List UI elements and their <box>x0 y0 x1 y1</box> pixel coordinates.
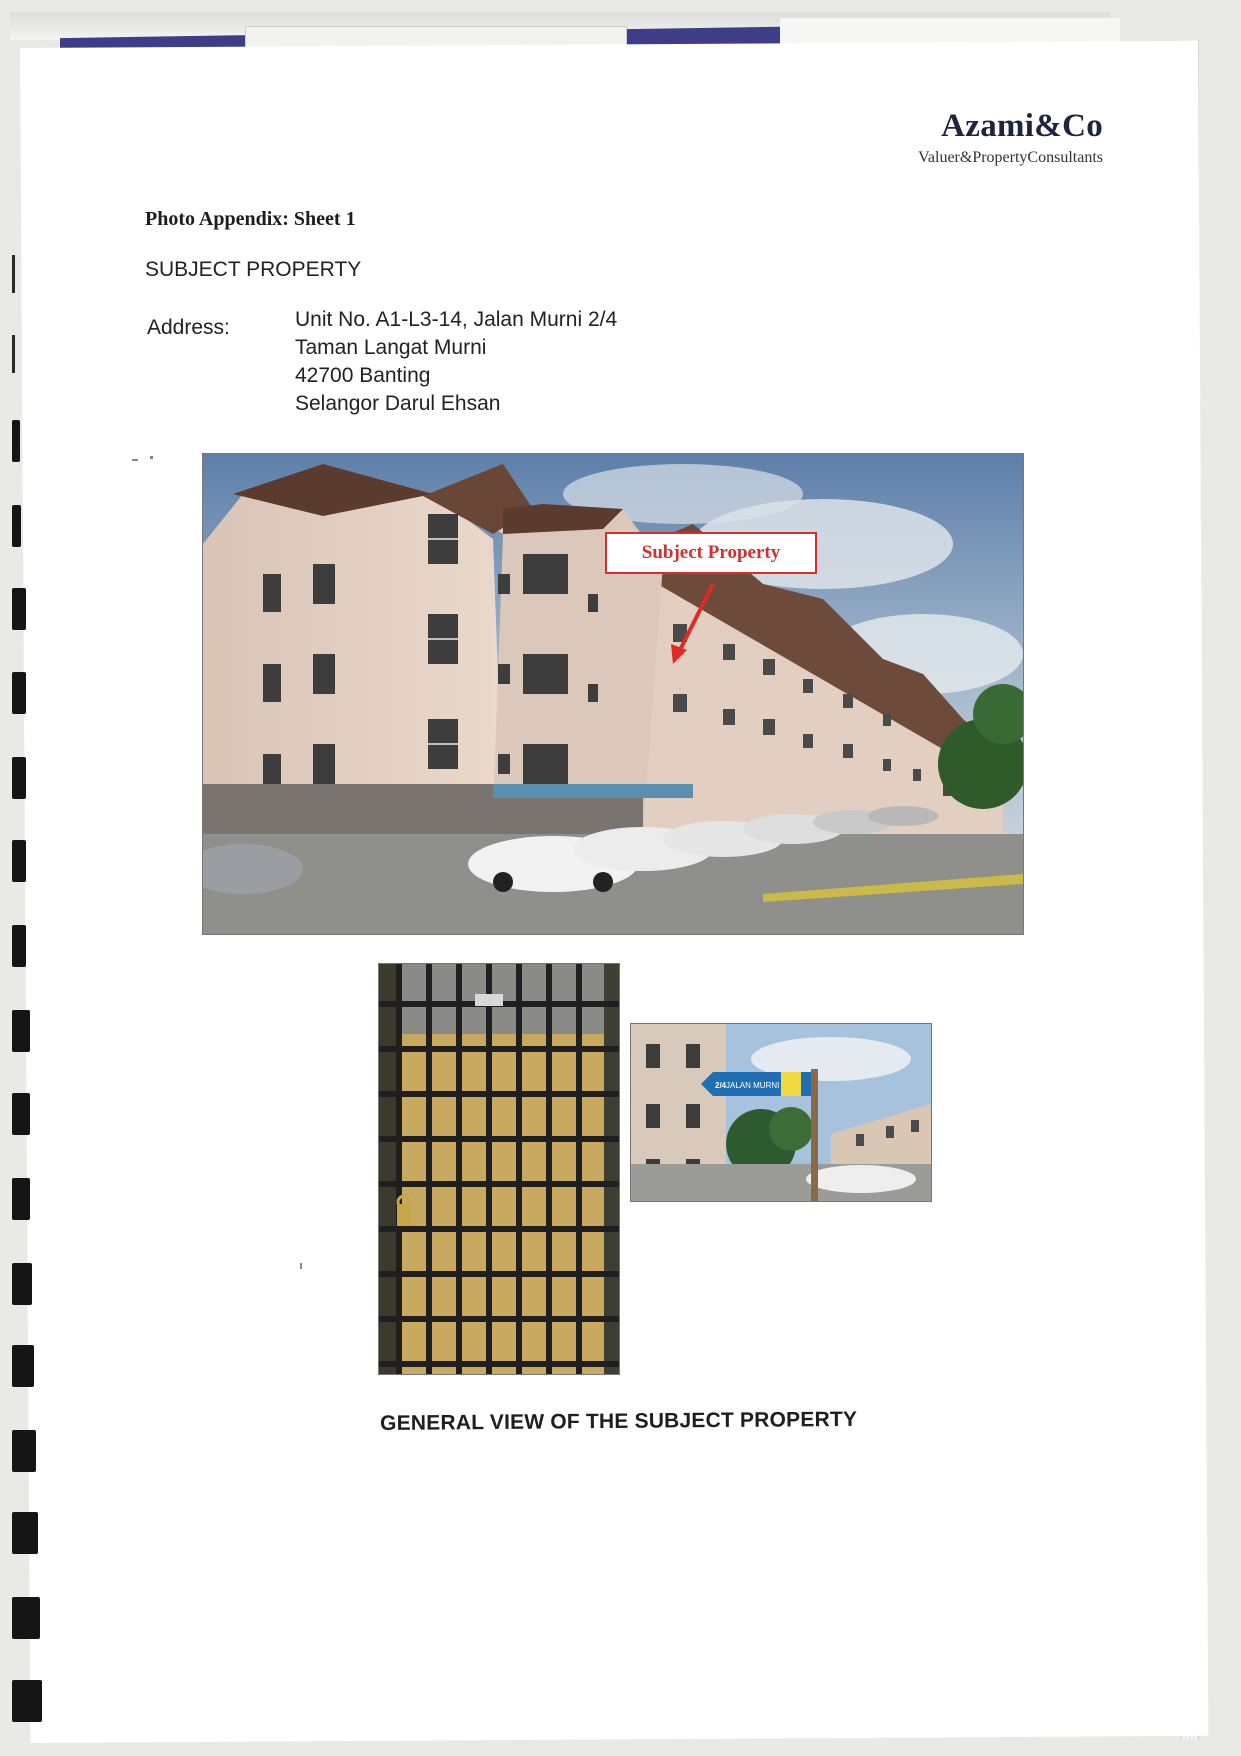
binding-hole <box>12 588 26 630</box>
binding-hole <box>12 420 20 462</box>
subject-property-callout: Subject Property <box>605 532 817 574</box>
binding-hole <box>12 1430 36 1472</box>
address-line: Taman Langat Murni <box>295 336 487 359</box>
binding-hole <box>12 255 15 293</box>
sign-text: JALAN MURNI <box>726 1081 780 1090</box>
binding-hole <box>12 925 26 967</box>
street-sign-photo <box>630 1023 932 1202</box>
scan-speck <box>132 459 138 461</box>
binding-hole <box>12 1345 34 1387</box>
binding-hole <box>12 1010 30 1052</box>
unit-gate-photo <box>378 963 620 1375</box>
main-building-photo <box>202 453 1024 935</box>
address-label: Address: <box>147 316 230 339</box>
binding-hole <box>12 757 26 799</box>
gate-illustration <box>379 964 619 1374</box>
address-line: 42700 Banting <box>295 364 431 387</box>
binding-hole <box>12 672 26 714</box>
photo-caption: GENERAL VIEW OF THE SUBJECT PROPERTY <box>380 1407 858 1435</box>
binding-hole <box>12 1093 30 1135</box>
binding-hole <box>12 1680 42 1722</box>
binding-hole <box>12 1178 30 1220</box>
address-block <box>295 306 617 418</box>
sign-number: 2/4 <box>715 1081 727 1090</box>
street-sign-illustration <box>631 1024 931 1201</box>
scan-speck <box>150 456 153 459</box>
binding-hole <box>12 1263 32 1305</box>
binding-hole <box>12 505 21 547</box>
building-illustration <box>203 454 1023 934</box>
binding-hole <box>12 1597 40 1639</box>
binding-hole <box>12 335 15 373</box>
firm-tagline: Valuer&PropertyConsultants <box>918 149 1103 166</box>
section-title: SUBJECT PROPERTY <box>145 258 362 281</box>
sheet-title: Photo Appendix: Sheet 1 <box>145 208 356 230</box>
binding-hole <box>12 1512 38 1554</box>
address-line: Selangor Darul Ehsan <box>295 392 501 415</box>
binding-hole <box>12 840 26 882</box>
firm-name: Azami&Co <box>941 108 1103 144</box>
scan-speck <box>300 1263 302 1269</box>
address-line: Unit No. A1-L3-14, Jalan Murni 2/4 <box>295 308 618 331</box>
